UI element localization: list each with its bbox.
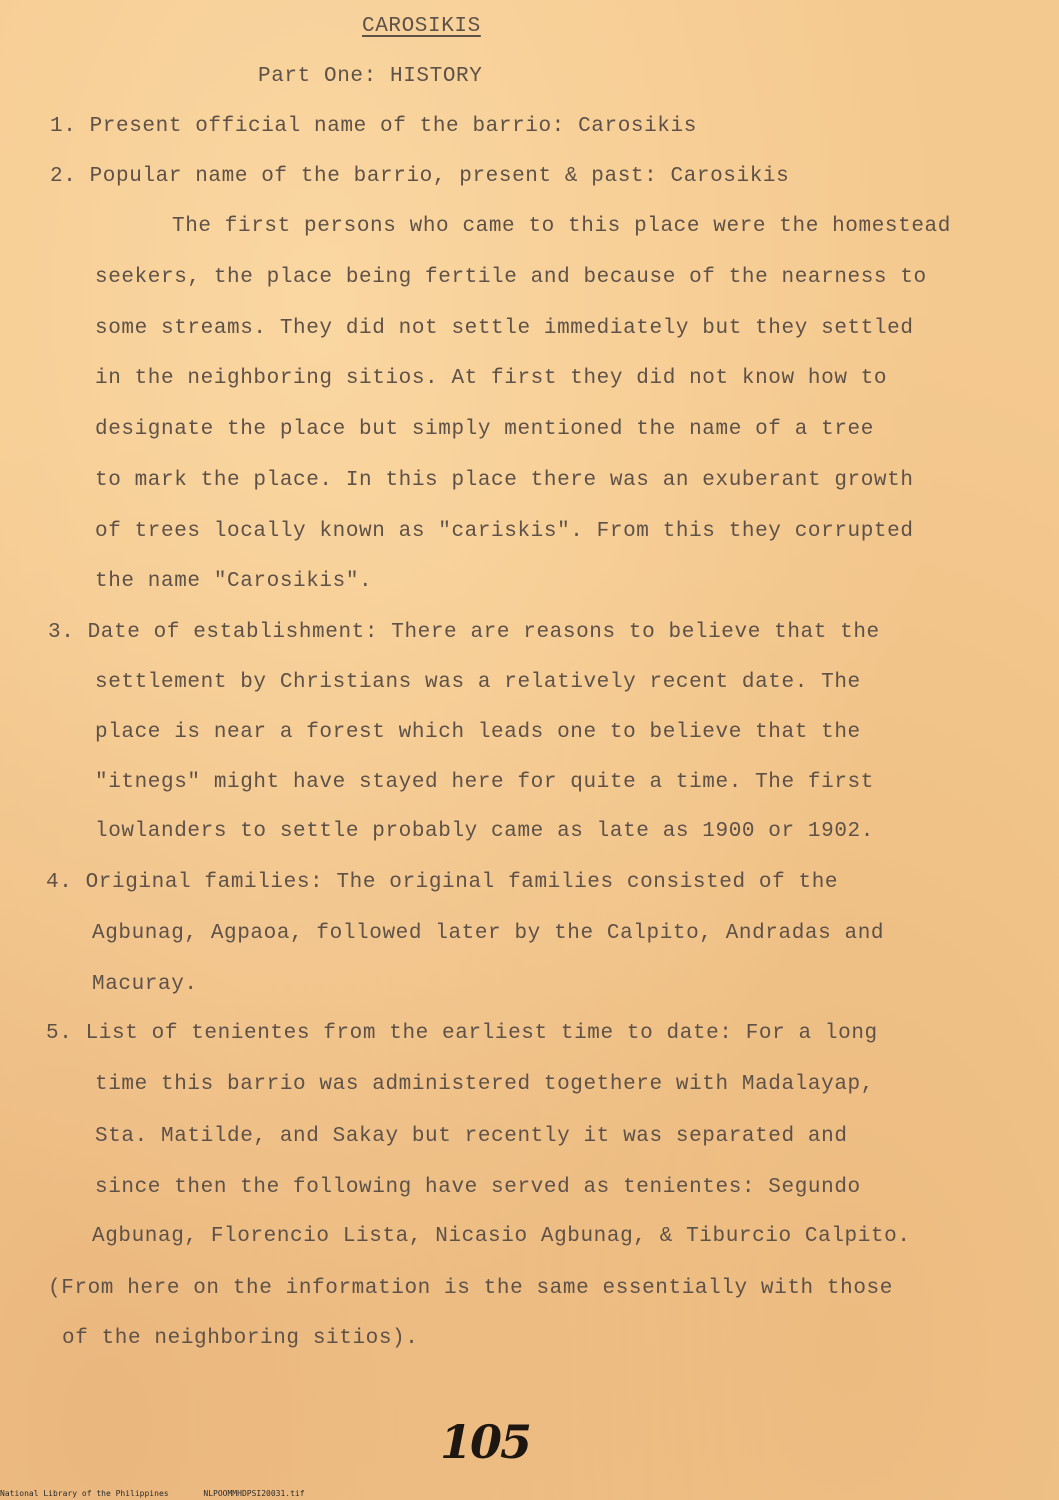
text-line: in the neighboring sitios. At first they did not know how to	[95, 367, 888, 390]
footer-library: National Library of the Philippines	[0, 1489, 169, 1498]
text-line: The first persons who came to this place were the homestead	[172, 215, 951, 238]
document-title: CAROSIKIS	[362, 15, 481, 38]
text-line: settlement by Christians was a relatively recent date. The	[95, 671, 861, 694]
text-line: some streams. They did not settle immediately but they settled	[95, 317, 914, 340]
text-line: time this barrio was administered togethere with Madalayap,	[95, 1073, 874, 1096]
text-line: lowlanders to settle probably came as late as 1900 or 1902.	[95, 820, 874, 843]
text-line: Sta. Matilde, and Sakay but recently it was separated and	[95, 1125, 848, 1148]
text-line: designate the place but simply mentioned the name of a tree	[95, 418, 874, 441]
text-line: of the neighboring sitios).	[62, 1327, 419, 1350]
text-line: 3. Date of establishment: There are reasons to believe that the	[48, 621, 880, 644]
footer	[0, 1489, 305, 1498]
text-line: 5. List of tenientes from the earliest time to date: For a long	[46, 1022, 878, 1045]
text-line: 2. Popular name of the barrio, present & past: Carosikis	[50, 165, 790, 188]
text-line: since then the following have served as tenientes: Segundo	[95, 1176, 861, 1199]
text-line: 4. Original families: The original families consisted of the	[46, 871, 839, 894]
text-line: "itnegs" might have stayed here for quite a time. The first	[95, 771, 874, 794]
text-line: Macuray.	[92, 973, 198, 996]
text-line: of trees locally known as "cariskis". From this they corrupted	[95, 520, 914, 543]
text-line: the name "Carosikis".	[95, 570, 373, 593]
document-subtitle: Part One: HISTORY	[258, 65, 483, 88]
footer-file-ref: NLPOOMMHDPSI20031.tif	[203, 1489, 305, 1498]
page-number: 105	[440, 1415, 531, 1469]
text-line: Agbunag, Florencio Lista, Nicasio Agbunag, & Tiburcio Calpito.	[92, 1225, 911, 1248]
text-line: 1. Present official name of the barrio: Carosikis	[50, 115, 697, 138]
text-line: seekers, the place being fertile and because of the nearness to	[95, 266, 927, 289]
text-line: place is near a forest which leads one to believe that the	[95, 721, 861, 744]
text-line: (From here on the information is the same essentially with those	[48, 1277, 893, 1300]
text-line: Agbunag, Agpaoa, followed later by the Calpito, Andradas and	[92, 922, 885, 945]
text-line: to mark the place. In this place there was an exuberant growth	[95, 469, 914, 492]
